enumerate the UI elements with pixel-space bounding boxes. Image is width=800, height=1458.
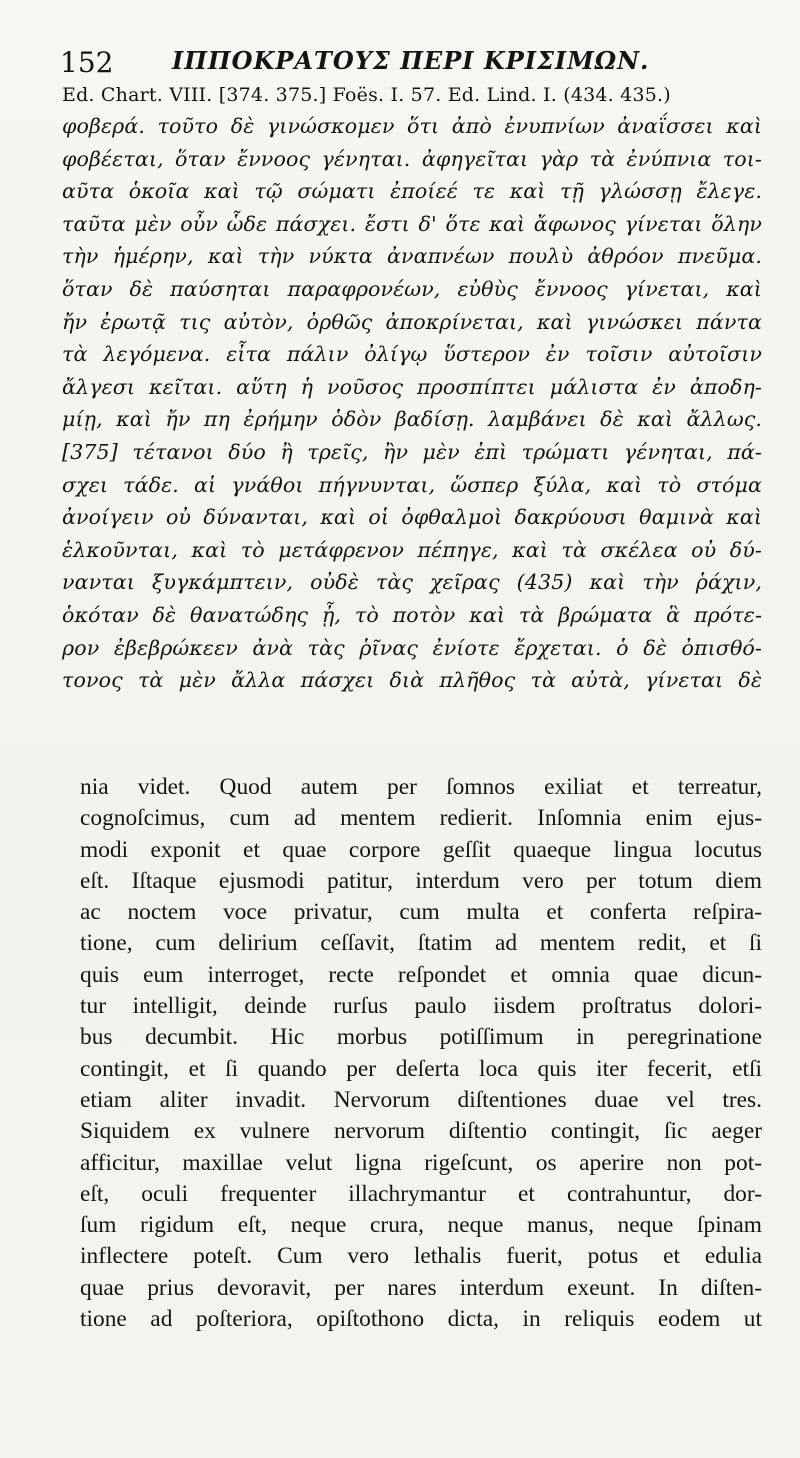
latin-line: etiam aliter invadit. Nervorum diſtentiones duae vel tres. [80, 1086, 762, 1113]
latin-line: eſt, oculi frequenter illachrymantur et contrahuntur, dor- [80, 1180, 762, 1207]
greek-line: [375] τέτανοι δύο ἢ τρεῖς, ἢν μὲν ἐπὶ τρώματι γένηται, πά- [62, 439, 762, 464]
greek-line: τονος τὰ μὲν ἄλλα πάσχει διὰ πλῆθος τὰ αὐτὰ, γίνεται δὲ [62, 668, 762, 693]
page-header [60, 40, 760, 79]
greek-line: ἑλκοῦνται, καὶ τὸ μετάφρενον πέπηγε, καὶ τὰ σκέλεα οὐ δύ- [62, 537, 762, 562]
greek-line: ἄλγεσι κεῖται. αὕτη ἡ νοῦσος προσπίπτει μάλιστα ἐν ἀποδη- [62, 374, 762, 399]
latin-line: modi exponit et quae corpore geſſit quaeque lingua locutus [80, 836, 762, 863]
running-head: ΙΠΠΟΚΡΑΤΟΥΣ ΠΕΡΙ ΚΡΙΣΙΜΩΝ. [172, 46, 650, 75]
latin-line: tione ad poſteriora, opiſtothono dicta, in reliquis eodem ut [80, 1306, 762, 1333]
latin-line: bus decumbit. Hic morbus potiſſimum in peregrinatione [80, 1024, 762, 1051]
greek-line: ἤν ἐρωτᾷ τις αὐτὸν, ὀρθῶς ἀποκρίνεται, καὶ γινώσκει πάντα [62, 309, 762, 334]
latin-line: cognoſcimus, cum ad mentem redierit. Inſomnia enim ejus- [80, 805, 762, 832]
latin-line: inflectere poteſt. Cum vero lethalis fuerit, potus et edulia [80, 1243, 762, 1270]
greek-line: σχει τάδε. αἱ γνάθοι πήγνυνται, ὥσπερ ξύλα, καὶ τὸ στόμα [62, 472, 762, 497]
edition-reference-line: Ed. Chart. VIII. [374. 375.] Foës. I. 57. Ed. Lind. I. (434. 435.) [62, 84, 671, 106]
latin-line: nia videt. Quod autem per ſomnos exiliat et terreatur, [80, 774, 762, 800]
latin-line: afficitur, maxillae velut ligna rigeſcunt, os aperire non pot- [80, 1149, 762, 1176]
greek-line: ὅταν δὲ παύσηται παραφρονέων, εὐθὺς ἔννοος γίνεται, καὶ [62, 276, 762, 301]
greek-line: ρον ἐβεβρώκεεν ἀνὰ τὰς ῥῖνας ἐνίοτε ἔρχεται. ὁ δὲ ὀπισθό- [62, 635, 762, 660]
latin-line: Siquidem ex vulnere nervorum diſtentio contingit, ſic aeger [80, 1118, 762, 1145]
greek-line: ὁκόταν δὲ θανατώδης ᾖ, τὸ ποτὸν καὶ τὰ βρώματα ἃ πρότε- [62, 602, 762, 627]
latin-line: eſt. Iſtaque ejusmodi patitur, interdum vero per totum diem [80, 867, 762, 894]
greek-line: τὰ λεγόμενα. εἶτα πάλιν ὀλίγῳ ὕστερον ἐν τοῖσιν αὐτοῖσιν [62, 342, 762, 367]
latin-line: quis eum interroget, recte reſpondet et omnia quae dicun- [80, 961, 762, 988]
latin-translation-block [80, 772, 762, 1335]
greek-line: αῦτα ὁκοῖα καὶ τῷ σώματι ἐποίεέ τε καὶ τῇ γλώσσῃ ἔλεγε. [62, 179, 762, 204]
latin-line: ſum rigidum eſt, neque crura, neque manus, neque ſpinam [80, 1212, 762, 1239]
latin-line: quae prius devoravit, per nares interdum exeunt. In diſten- [80, 1274, 762, 1301]
greek-line: φοβέεται, ὅταν ἔννοος γένηται. ἀφηγεῖται γὰρ τὰ ἐνύπνια τοι- [62, 146, 762, 171]
greek-text-block [62, 110, 762, 697]
greek-line: νανται ξυγκάμπτειν, οὐδὲ τὰς χεῖρας (435) καὶ τὴν ῥάχιν, [62, 570, 762, 595]
greek-line: φοβερά. τοῦτο δὲ γινώσκομεν ὅτι ἀπὸ ἐνυπνίων ἀναΐσσει καὶ [62, 114, 762, 138]
greek-line: μίῃ, καὶ ἤν πη ἐρήμην ὁδὸν βαδίσῃ. λαμβάνει δὲ καὶ ἄλλως. [62, 407, 762, 432]
latin-line: tione, cum delirium ceſſavit, ſtatim ad mentem redit, et ſi [80, 930, 762, 957]
latin-line: ac noctem voce privatur, cum multa et conferta reſpira- [80, 899, 762, 926]
greek-line: ἀνοίγειν οὐ δύνανται, καὶ οἱ ὀφθαλμοὶ δακρύουσι θαμινὰ καὶ [62, 505, 762, 530]
greek-line: τὴν ἡμέρην, καὶ τὴν νύκτα ἀναπνέων πουλὺ ἀθρόον πνεῦμα. [62, 244, 762, 269]
greek-line: ταῦτα μὲν οὖν ὧδε πάσχει. ἔστι δ' ὅτε καὶ ἄφωνος γίνεται ὅλην [62, 211, 762, 236]
latin-line: contingit, et ſi quando per deſerta loca quis iter fecerit, etſi [80, 1055, 762, 1082]
page-number: 152 [60, 46, 114, 79]
latin-line: tur intelligit, deinde rurſus paulo iisdem proſtratus dolori- [80, 993, 762, 1020]
